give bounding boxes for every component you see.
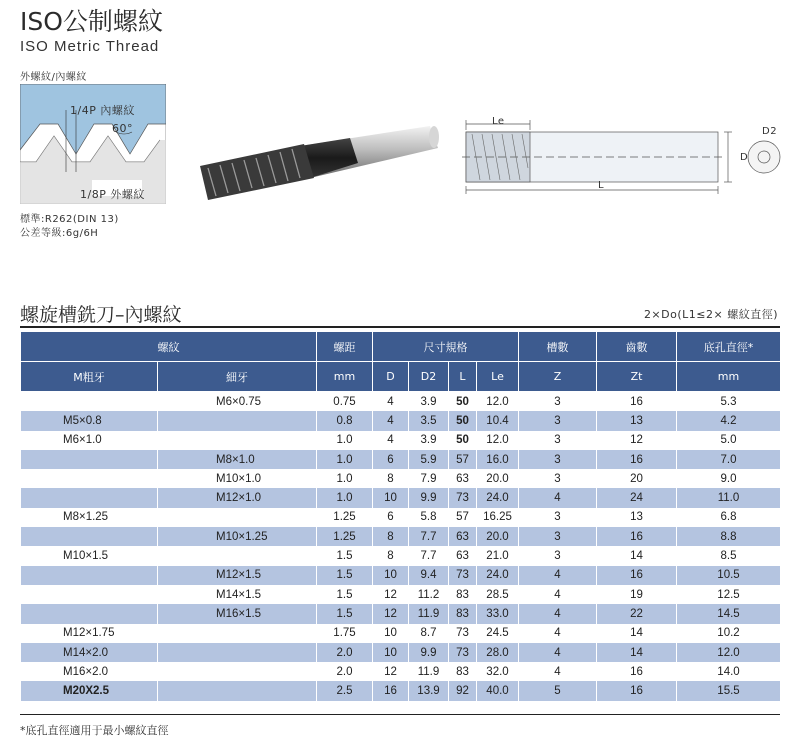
table-cell: 3.5	[409, 411, 449, 430]
table-cell: 1.5	[317, 566, 373, 585]
table-row	[21, 624, 781, 643]
table-cell: 7.9	[409, 469, 449, 488]
table-cell: 16.25	[477, 508, 519, 527]
d-label: D	[740, 152, 749, 163]
table-cell: 32.0	[477, 662, 519, 681]
section-note: 2×Do(L1≤2× 螺紋直徑)	[643, 308, 778, 321]
table-cell: M14×1.5	[158, 585, 317, 604]
table-cell: 2.0	[317, 662, 373, 681]
table-cell: 9.0	[677, 469, 781, 488]
table-row	[21, 488, 781, 507]
table-cell: 4	[519, 604, 597, 623]
table-cell: 16	[597, 662, 677, 681]
table-cell: 19	[597, 585, 677, 604]
table-cell: 3	[519, 527, 597, 546]
table-row	[21, 643, 781, 662]
table-bottom-divider	[20, 714, 780, 715]
table-cell: 9.9	[409, 643, 449, 662]
table-cell: 40.0	[477, 681, 519, 700]
table-cell: 12	[373, 604, 409, 623]
table-cell	[21, 566, 158, 585]
page-subtitle: ISO Metric Thread	[20, 38, 160, 55]
table-cell: M16×1.5	[158, 604, 317, 623]
table-cell: 3.9	[409, 431, 449, 450]
table-cell: 28.5	[477, 585, 519, 604]
table-cell: 7.0	[677, 450, 781, 469]
table-cell: 24	[597, 488, 677, 507]
thread-mill-drawing	[462, 112, 784, 196]
subheader-d2: D2	[409, 362, 449, 392]
thread-mill-photo	[200, 118, 440, 208]
table-cell: 5	[519, 681, 597, 700]
table-cell	[21, 392, 158, 412]
table-cell: 83	[449, 585, 477, 604]
table-cell: 11.0	[677, 488, 781, 507]
table-cell: 8	[373, 469, 409, 488]
table-cell: 5.8	[409, 508, 449, 527]
subheader-le: Le	[477, 362, 519, 392]
table-cell: 1.0	[317, 431, 373, 450]
table-cell	[158, 411, 317, 430]
table-cell	[21, 604, 158, 623]
table-cell: 8	[373, 527, 409, 546]
table-cell: 21.0	[477, 546, 519, 565]
table-cell: 10.2	[677, 624, 781, 643]
table-cell: 73	[449, 624, 477, 643]
table-cell: 16	[597, 681, 677, 700]
subheader-d: D	[373, 362, 409, 392]
table-cell: 13.9	[409, 681, 449, 700]
table-cell	[158, 624, 317, 643]
table-cell: 1.25	[317, 527, 373, 546]
table-cell: 4	[373, 392, 409, 412]
subheader-z: Z	[519, 362, 597, 392]
table-cell: 14	[597, 546, 677, 565]
spec-table	[20, 331, 781, 701]
table-cell: 3	[519, 411, 597, 430]
table-cell: 1.25	[317, 508, 373, 527]
table-cell: 20.0	[477, 469, 519, 488]
table-cell: 3.9	[409, 392, 449, 412]
d2-label: D2	[762, 126, 778, 137]
table-row	[21, 469, 781, 488]
table-cell: 57	[449, 450, 477, 469]
table-row	[21, 566, 781, 585]
table-row	[21, 546, 781, 565]
table-cell: 1.75	[317, 624, 373, 643]
table-cell: M10×1.5	[21, 546, 158, 565]
subheader-l: L	[449, 362, 477, 392]
table-cell: 10.4	[477, 411, 519, 430]
table-cell	[158, 431, 317, 450]
table-cell: 16	[597, 450, 677, 469]
header-dimensions: 尺寸規格	[373, 332, 519, 362]
table-cell: 16	[597, 527, 677, 546]
header-hole: 底孔直徑*	[677, 332, 781, 362]
table-cell: 16	[597, 392, 677, 412]
table-cell: 1.5	[317, 546, 373, 565]
table-cell: 4.2	[677, 411, 781, 430]
table-row	[21, 392, 781, 412]
header-pitch: 螺距	[317, 332, 373, 362]
table-cell	[21, 488, 158, 507]
table-cell: 63	[449, 527, 477, 546]
table-cell: M16×2.0	[21, 662, 158, 681]
table-cell: M8×1.0	[158, 450, 317, 469]
table-cell: 4	[519, 643, 597, 662]
table-cell: 9.9	[409, 488, 449, 507]
table-cell: 4	[519, 624, 597, 643]
standard-text: 標準:R262(DIN 13)	[20, 214, 119, 225]
table-cell: 3	[519, 469, 597, 488]
section-divider	[20, 326, 780, 328]
header-thread: 螺紋	[21, 332, 317, 362]
table-cell: M14×2.0	[21, 643, 158, 662]
table-row	[21, 604, 781, 623]
table-cell: 16.0	[477, 450, 519, 469]
table-row	[21, 662, 781, 681]
table-cell: 8	[373, 546, 409, 565]
table-cell: 73	[449, 488, 477, 507]
table-cell: 6	[373, 508, 409, 527]
outer-thread-label: 1/8P 外螺紋	[80, 188, 145, 201]
subheader-coarse: M粗牙	[21, 362, 158, 392]
table-cell: 10	[373, 488, 409, 507]
table-cell: M12×1.5	[158, 566, 317, 585]
table-cell: 24.5	[477, 624, 519, 643]
table-cell: 6	[373, 450, 409, 469]
table-cell: 12.5	[677, 585, 781, 604]
table-cell: 73	[449, 566, 477, 585]
table-cell	[21, 585, 158, 604]
table-cell: 4	[373, 431, 409, 450]
subheader-hole-unit: mm	[677, 362, 781, 392]
table-row	[21, 681, 781, 700]
table-cell: M8×1.25	[21, 508, 158, 527]
table-cell: 12	[373, 585, 409, 604]
table-cell: 8.7	[409, 624, 449, 643]
table-cell: 14	[597, 624, 677, 643]
table-cell: M12×1.75	[21, 624, 158, 643]
table-cell	[158, 681, 317, 700]
table-cell: 5.3	[677, 392, 781, 412]
table-cell: 16	[373, 681, 409, 700]
table-cell: 33.0	[477, 604, 519, 623]
table-cell: 24.0	[477, 566, 519, 585]
table-cell	[158, 546, 317, 565]
table-row	[21, 508, 781, 527]
table-cell: 3	[519, 546, 597, 565]
table-cell: 11.9	[409, 604, 449, 623]
page-title: ISO公制螺紋	[20, 7, 163, 36]
table-cell: 2.5	[317, 681, 373, 700]
table-cell: 4	[373, 411, 409, 430]
table-cell: 1.0	[317, 488, 373, 507]
table-cell: 9.4	[409, 566, 449, 585]
table-cell	[158, 643, 317, 662]
table-cell: 50	[449, 392, 477, 412]
table-cell: 2.0	[317, 643, 373, 662]
le-label: Le	[492, 116, 505, 127]
table-cell: M6×1.0	[21, 431, 158, 450]
table-cell: 8.8	[677, 527, 781, 546]
table-cell: M20X2.5	[21, 681, 158, 700]
table-cell	[21, 450, 158, 469]
table-cell: 10.5	[677, 566, 781, 585]
header-teeth: 齒數	[597, 332, 677, 362]
table-cell: 1.5	[317, 585, 373, 604]
subheader-zt: Zt	[597, 362, 677, 392]
table-cell: 3	[519, 431, 597, 450]
table-cell: 14	[597, 643, 677, 662]
table-cell: M12×1.0	[158, 488, 317, 507]
table-cell: 20.0	[477, 527, 519, 546]
table-cell: 92	[449, 681, 477, 700]
table-cell: 10	[373, 566, 409, 585]
table-cell: 4	[519, 585, 597, 604]
table-cell: 12	[597, 431, 677, 450]
table-cell: M6×0.75	[158, 392, 317, 412]
table-cell: 20	[597, 469, 677, 488]
tolerance-text: 公差等級:6g/6H	[20, 228, 99, 239]
section-title: 螺旋槽銑刀–內螺紋	[20, 304, 182, 326]
table-cell	[158, 662, 317, 681]
subheader-fine: 細牙	[158, 362, 317, 392]
table-cell	[21, 527, 158, 546]
table-cell: 4	[519, 662, 597, 681]
table-cell	[158, 508, 317, 527]
table-cell: M10×1.0	[158, 469, 317, 488]
table-cell: M10×1.25	[158, 527, 317, 546]
table-cell: 7.7	[409, 546, 449, 565]
table-cell: 24.0	[477, 488, 519, 507]
table-cell: 83	[449, 604, 477, 623]
table-cell: 11.9	[409, 662, 449, 681]
table-cell: 83	[449, 662, 477, 681]
table-cell: 5.0	[677, 431, 781, 450]
table-cell: M5×0.8	[21, 411, 158, 430]
table-cell: 14.0	[677, 662, 781, 681]
table-cell: 0.8	[317, 411, 373, 430]
table-cell: 13	[597, 411, 677, 430]
table-row	[21, 527, 781, 546]
table-cell: 8.5	[677, 546, 781, 565]
table-cell	[21, 469, 158, 488]
table-row	[21, 450, 781, 469]
table-cell: 1.0	[317, 469, 373, 488]
table-row	[21, 431, 781, 450]
footnote: *底孔直徑適用于最小螺紋直徑	[20, 724, 169, 737]
table-cell: 63	[449, 469, 477, 488]
table-cell: 1.5	[317, 604, 373, 623]
table-cell: 12.0	[477, 392, 519, 412]
inner-thread-label: 1/4P 內螺紋	[70, 104, 135, 117]
l-label: L	[598, 180, 605, 191]
table-cell: 10	[373, 643, 409, 662]
table-cell: 4	[519, 488, 597, 507]
table-cell: 16	[597, 566, 677, 585]
table-cell: 10	[373, 624, 409, 643]
angle-label: 60°	[112, 122, 133, 135]
table-row	[21, 411, 781, 430]
table-cell: 7.7	[409, 527, 449, 546]
table-cell: 11.2	[409, 585, 449, 604]
table-cell: 0.75	[317, 392, 373, 412]
table-cell: 57	[449, 508, 477, 527]
table-cell: 3	[519, 392, 597, 412]
table-cell: 12.0	[677, 643, 781, 662]
table-cell: 1.0	[317, 450, 373, 469]
table-cell: 5.9	[409, 450, 449, 469]
table-cell: 6.8	[677, 508, 781, 527]
table-cell: 3	[519, 508, 597, 527]
table-cell: 50	[449, 431, 477, 450]
table-cell: 4	[519, 566, 597, 585]
table-cell: 13	[597, 508, 677, 527]
header-flutes: 槽數	[519, 332, 597, 362]
table-cell: 3	[519, 450, 597, 469]
subheader-pitch-unit: mm	[317, 362, 373, 392]
table-cell: 50	[449, 411, 477, 430]
thread-diagram-caption: 外螺紋/內螺紋	[20, 72, 87, 83]
table-cell: 63	[449, 546, 477, 565]
table-cell: 14.5	[677, 604, 781, 623]
table-cell: 15.5	[677, 681, 781, 700]
table-cell: 22	[597, 604, 677, 623]
table-row	[21, 585, 781, 604]
table-cell: 28.0	[477, 643, 519, 662]
table-cell: 73	[449, 643, 477, 662]
table-cell: 12	[373, 662, 409, 681]
table-cell: 12.0	[477, 431, 519, 450]
